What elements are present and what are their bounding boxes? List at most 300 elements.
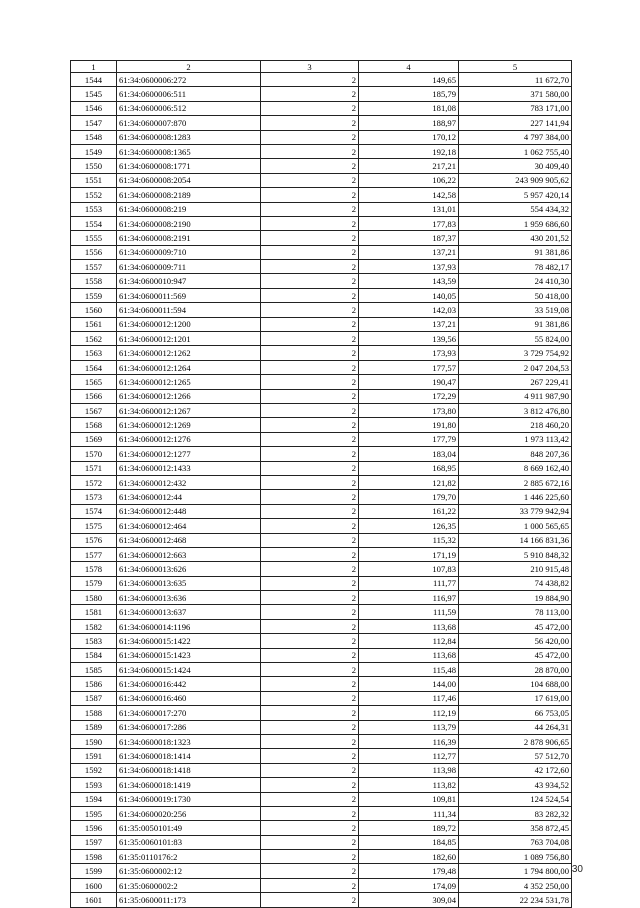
area-cell: 149,65 [359, 73, 459, 87]
table-row [71, 389, 572, 403]
value-cell: 66 753,05 [459, 706, 572, 720]
row-number-cell: 1589 [71, 720, 117, 734]
table-row [71, 547, 572, 561]
table-row [71, 317, 572, 331]
area-cell: 131,01 [359, 202, 459, 216]
row-number-cell: 1551 [71, 173, 117, 187]
table-row [71, 562, 572, 576]
table-row [71, 202, 572, 216]
row-number-cell: 1546 [71, 101, 117, 115]
row-number-cell: 1574 [71, 504, 117, 518]
cadastral-number-cell: 61:34:0600011:594 [117, 303, 261, 317]
value-cell: 17 619,00 [459, 691, 572, 705]
area-cell: 161,22 [359, 504, 459, 518]
area-cell: 182,60 [359, 850, 459, 864]
area-cell: 112,19 [359, 706, 459, 720]
cadastral-number-cell: 61:34:0600018:1418 [117, 763, 261, 777]
area-cell: 113,68 [359, 648, 459, 662]
table-row [71, 144, 572, 158]
row-number-cell: 1547 [71, 116, 117, 130]
row-number-cell: 1599 [71, 864, 117, 878]
area-cell: 137,21 [359, 245, 459, 259]
cadastral-number-cell: 61:34:0600012:1200 [117, 317, 261, 331]
type-cell: 2 [261, 245, 359, 259]
value-cell: 210 915,48 [459, 562, 572, 576]
cadastral-number-cell: 61:34:0600009:710 [117, 245, 261, 259]
table-row [71, 346, 572, 360]
type-cell: 2 [261, 605, 359, 619]
value-cell: 783 171,00 [459, 101, 572, 115]
row-number-cell: 1562 [71, 332, 117, 346]
table-row [71, 116, 572, 130]
table-row [71, 835, 572, 849]
cadastral-number-cell: 61:34:0600012:1276 [117, 432, 261, 446]
value-cell: 227 141,94 [459, 116, 572, 130]
cadastral-number-cell: 61:34:0600013:626 [117, 562, 261, 576]
header-cell: 2 [117, 61, 261, 73]
row-number-cell: 1585 [71, 663, 117, 677]
type-cell: 2 [261, 648, 359, 662]
table-row [71, 634, 572, 648]
table-row [71, 188, 572, 202]
value-cell: 78 113,00 [459, 605, 572, 619]
cadastral-number-cell: 61:34:0600012:1277 [117, 447, 261, 461]
type-cell: 2 [261, 447, 359, 461]
row-number-cell: 1590 [71, 734, 117, 748]
value-cell: 1 089 756,80 [459, 850, 572, 864]
type-cell: 2 [261, 216, 359, 230]
row-number-cell: 1568 [71, 418, 117, 432]
area-cell: 181,08 [359, 101, 459, 115]
table-row [71, 806, 572, 820]
row-number-cell: 1572 [71, 475, 117, 489]
cadastral-number-cell: 61:34:0600011:569 [117, 288, 261, 302]
value-cell: 91 381,86 [459, 245, 572, 259]
value-cell: 19 884,90 [459, 591, 572, 605]
table-row [71, 461, 572, 475]
value-cell: 358 872,45 [459, 821, 572, 835]
type-cell: 2 [261, 806, 359, 820]
type-cell: 2 [261, 432, 359, 446]
cadastral-number-cell: 61:34:0600017:286 [117, 720, 261, 734]
type-cell: 2 [261, 749, 359, 763]
value-cell: 83 282,32 [459, 806, 572, 820]
cadastral-number-cell: 61:34:0600008:219 [117, 202, 261, 216]
value-cell: 1 062 755,40 [459, 144, 572, 158]
area-cell: 168,95 [359, 461, 459, 475]
area-cell: 106,22 [359, 173, 459, 187]
row-number-cell: 1591 [71, 749, 117, 763]
value-cell: 4 911 987,90 [459, 389, 572, 403]
table-row [71, 821, 572, 835]
value-cell: 11 672,70 [459, 73, 572, 87]
area-cell: 113,79 [359, 720, 459, 734]
cadastral-number-cell: 61:34:0600008:1365 [117, 144, 261, 158]
area-cell: 113,82 [359, 778, 459, 792]
table-row [71, 475, 572, 489]
row-number-cell: 1571 [71, 461, 117, 475]
value-cell: 55 824,00 [459, 332, 572, 346]
row-number-cell: 1580 [71, 591, 117, 605]
row-number-cell: 1600 [71, 878, 117, 892]
area-cell: 140,05 [359, 288, 459, 302]
value-cell: 763 704,08 [459, 835, 572, 849]
cadastral-number-cell: 61:34:0600019:1730 [117, 792, 261, 806]
area-cell: 185,79 [359, 87, 459, 101]
cadastral-number-cell: 61:34:0600015:1424 [117, 663, 261, 677]
type-cell: 2 [261, 260, 359, 274]
value-cell: 1 959 686,60 [459, 216, 572, 230]
value-cell: 243 909 905,62 [459, 173, 572, 187]
area-cell: 179,48 [359, 864, 459, 878]
cadastral-number-cell: 61:34:0600016:460 [117, 691, 261, 705]
row-number-cell: 1586 [71, 677, 117, 691]
header-cell: 3 [261, 61, 359, 73]
cadastral-number-cell: 61:34:0600009:711 [117, 260, 261, 274]
table-row [71, 720, 572, 734]
type-cell: 2 [261, 375, 359, 389]
table-row [71, 101, 572, 115]
value-cell: 124 524,54 [459, 792, 572, 806]
value-cell: 4 797 384,00 [459, 130, 572, 144]
cadastral-number-cell: 61:34:0600016:442 [117, 677, 261, 691]
cadastral-number-cell: 61:35:0600011:173 [117, 893, 261, 907]
cadastral-number-cell: 61:34:0600018:1419 [117, 778, 261, 792]
cadastral-number-cell: 61:35:0050101:49 [117, 821, 261, 835]
type-cell: 2 [261, 173, 359, 187]
area-cell: 173,93 [359, 346, 459, 360]
cadastral-number-cell: 61:34:0600008:1283 [117, 130, 261, 144]
table-row [71, 432, 572, 446]
value-cell: 1 446 225,60 [459, 490, 572, 504]
table-row [71, 87, 572, 101]
table-row [71, 216, 572, 230]
table-row [71, 792, 572, 806]
cadastral-number-cell: 61:34:0600007:870 [117, 116, 261, 130]
cadastral-number-cell: 61:34:0600012:1266 [117, 389, 261, 403]
type-cell: 2 [261, 504, 359, 518]
cadastral-number-cell: 61:35:0600002:12 [117, 864, 261, 878]
type-cell: 2 [261, 418, 359, 432]
area-cell: 117,46 [359, 691, 459, 705]
cadastral-number-cell: 61:34:0600013:637 [117, 605, 261, 619]
area-cell: 183,04 [359, 447, 459, 461]
table-row [71, 850, 572, 864]
row-number-cell: 1556 [71, 245, 117, 259]
row-number-cell: 1595 [71, 806, 117, 820]
table-row [71, 576, 572, 590]
row-number-cell: 1567 [71, 403, 117, 417]
type-cell: 2 [261, 116, 359, 130]
area-cell: 113,68 [359, 619, 459, 633]
type-cell: 2 [261, 763, 359, 777]
area-cell: 177,57 [359, 360, 459, 374]
table-row [71, 734, 572, 748]
cadastral-number-cell: 61:34:0600018:1323 [117, 734, 261, 748]
row-number-cell: 1584 [71, 648, 117, 662]
cadastral-number-cell: 61:34:0600008:1771 [117, 159, 261, 173]
table-row [71, 677, 572, 691]
area-cell: 107,83 [359, 562, 459, 576]
type-cell: 2 [261, 288, 359, 302]
value-cell: 56 420,00 [459, 634, 572, 648]
area-cell: 179,70 [359, 490, 459, 504]
value-cell: 42 172,60 [459, 763, 572, 777]
cadastral-number-cell: 61:35:0110176:2 [117, 850, 261, 864]
table-row [71, 533, 572, 547]
area-cell: 191,80 [359, 418, 459, 432]
cadastral-number-cell: 61:34:0600008:2189 [117, 188, 261, 202]
area-cell: 217,21 [359, 159, 459, 173]
cadastral-number-cell: 61:34:0600006:512 [117, 101, 261, 115]
row-number-cell: 1560 [71, 303, 117, 317]
table-row [71, 648, 572, 662]
cadastral-number-cell: 61:34:0600008:2190 [117, 216, 261, 230]
value-cell: 33 779 942,94 [459, 504, 572, 518]
cadastral-number-cell: 61:34:0600012:1201 [117, 332, 261, 346]
value-cell: 30 409,40 [459, 159, 572, 173]
row-number-cell: 1565 [71, 375, 117, 389]
table-row [71, 864, 572, 878]
table-row [71, 73, 572, 87]
table-row [71, 691, 572, 705]
value-cell: 78 482,17 [459, 260, 572, 274]
type-cell: 2 [261, 864, 359, 878]
value-cell: 44 264,31 [459, 720, 572, 734]
row-number-cell: 1554 [71, 216, 117, 230]
table-row [71, 245, 572, 259]
value-cell: 50 418,00 [459, 288, 572, 302]
table-header-row [71, 61, 572, 73]
area-cell: 137,93 [359, 260, 459, 274]
type-cell: 2 [261, 461, 359, 475]
type-cell: 2 [261, 188, 359, 202]
type-cell: 2 [261, 389, 359, 403]
cadastral-number-cell: 61:34:0600012:663 [117, 547, 261, 561]
value-cell: 33 519,08 [459, 303, 572, 317]
table-row [71, 619, 572, 633]
area-cell: 116,39 [359, 734, 459, 748]
table-row [71, 763, 572, 777]
table-row [71, 778, 572, 792]
cadastral-number-cell: 61:34:0600012:44 [117, 490, 261, 504]
value-cell: 1 973 113,42 [459, 432, 572, 446]
data-table [70, 60, 572, 908]
row-number-cell: 1553 [71, 202, 117, 216]
row-number-cell: 1573 [71, 490, 117, 504]
table-body [71, 61, 572, 908]
type-cell: 2 [261, 619, 359, 633]
page-number: 30 [571, 864, 583, 875]
value-cell: 3 812 476,80 [459, 403, 572, 417]
value-cell: 57 512,70 [459, 749, 572, 763]
cadastral-number-cell: 61:34:0600008:2054 [117, 173, 261, 187]
row-number-cell: 1557 [71, 260, 117, 274]
area-cell: 121,82 [359, 475, 459, 489]
value-cell: 1 794 800,00 [459, 864, 572, 878]
row-number-cell: 1552 [71, 188, 117, 202]
cadastral-number-cell: 61:35:0060101:83 [117, 835, 261, 849]
table-row [71, 403, 572, 417]
value-cell: 267 229,41 [459, 375, 572, 389]
type-cell: 2 [261, 303, 359, 317]
cadastral-number-cell: 61:34:0600010:947 [117, 274, 261, 288]
row-number-cell: 1582 [71, 619, 117, 633]
area-cell: 177,83 [359, 216, 459, 230]
row-number-cell: 1548 [71, 130, 117, 144]
type-cell: 2 [261, 835, 359, 849]
area-cell: 184,85 [359, 835, 459, 849]
value-cell: 2 878 906,65 [459, 734, 572, 748]
area-cell: 144,00 [359, 677, 459, 691]
table-row [71, 447, 572, 461]
row-number-cell: 1561 [71, 317, 117, 331]
row-number-cell: 1601 [71, 893, 117, 907]
type-cell: 2 [261, 720, 359, 734]
area-cell: 309,04 [359, 893, 459, 907]
value-cell: 371 580,00 [459, 87, 572, 101]
area-cell: 177,79 [359, 432, 459, 446]
type-cell: 2 [261, 403, 359, 417]
area-cell: 112,77 [359, 749, 459, 763]
table-row [71, 706, 572, 720]
area-cell: 142,03 [359, 303, 459, 317]
cadastral-number-cell: 61:34:0600006:272 [117, 73, 261, 87]
type-cell: 2 [261, 706, 359, 720]
area-cell: 172,29 [359, 389, 459, 403]
row-number-cell: 1563 [71, 346, 117, 360]
type-cell: 2 [261, 821, 359, 835]
type-cell: 2 [261, 691, 359, 705]
row-number-cell: 1545 [71, 87, 117, 101]
area-cell: 187,37 [359, 231, 459, 245]
table-row [71, 663, 572, 677]
type-cell: 2 [261, 547, 359, 561]
row-number-cell: 1575 [71, 519, 117, 533]
row-number-cell: 1558 [71, 274, 117, 288]
type-cell: 2 [261, 562, 359, 576]
area-cell: 115,32 [359, 533, 459, 547]
type-cell: 2 [261, 663, 359, 677]
row-number-cell: 1549 [71, 144, 117, 158]
type-cell: 2 [261, 144, 359, 158]
row-number-cell: 1576 [71, 533, 117, 547]
cadastral-number-cell: 61:34:0600008:2191 [117, 231, 261, 245]
value-cell: 43 934,52 [459, 778, 572, 792]
table-row [71, 490, 572, 504]
row-number-cell: 1550 [71, 159, 117, 173]
table-row [71, 288, 572, 302]
area-cell: 139,56 [359, 332, 459, 346]
type-cell: 2 [261, 101, 359, 115]
area-cell: 170,12 [359, 130, 459, 144]
type-cell: 2 [261, 274, 359, 288]
row-number-cell: 1597 [71, 835, 117, 849]
row-number-cell: 1555 [71, 231, 117, 245]
area-cell: 143,59 [359, 274, 459, 288]
area-cell: 112,84 [359, 634, 459, 648]
area-cell: 116,97 [359, 591, 459, 605]
cadastral-number-cell: 61:34:0600006:511 [117, 87, 261, 101]
cadastral-number-cell: 61:34:0600012:1262 [117, 346, 261, 360]
value-cell: 8 669 162,40 [459, 461, 572, 475]
value-cell: 4 352 250,00 [459, 878, 572, 892]
type-cell: 2 [261, 519, 359, 533]
area-cell: 137,21 [359, 317, 459, 331]
row-number-cell: 1559 [71, 288, 117, 302]
value-cell: 24 410,30 [459, 274, 572, 288]
type-cell: 2 [261, 634, 359, 648]
type-cell: 2 [261, 734, 359, 748]
type-cell: 2 [261, 130, 359, 144]
cadastral-number-cell: 61:34:0600013:636 [117, 591, 261, 605]
type-cell: 2 [261, 317, 359, 331]
area-cell: 190,47 [359, 375, 459, 389]
row-number-cell: 1587 [71, 691, 117, 705]
cadastral-number-cell: 61:34:0600013:635 [117, 576, 261, 590]
cadastral-number-cell: 61:34:0600012:1264 [117, 360, 261, 374]
type-cell: 2 [261, 332, 359, 346]
row-number-cell: 1564 [71, 360, 117, 374]
area-cell: 188,97 [359, 116, 459, 130]
table-row [71, 605, 572, 619]
area-cell: 142,58 [359, 188, 459, 202]
area-cell: 111,59 [359, 605, 459, 619]
table-row [71, 749, 572, 763]
type-cell: 2 [261, 87, 359, 101]
cadastral-number-cell: 61:34:0600012:1269 [117, 418, 261, 432]
header-cell: 1 [71, 61, 117, 73]
area-cell: 173,80 [359, 403, 459, 417]
cadastral-number-cell: 61:34:0600012:1267 [117, 403, 261, 417]
row-number-cell: 1578 [71, 562, 117, 576]
value-cell: 554 434,32 [459, 202, 572, 216]
type-cell: 2 [261, 778, 359, 792]
table-row [71, 375, 572, 389]
value-cell: 848 207,36 [459, 447, 572, 461]
area-cell: 111,77 [359, 576, 459, 590]
type-cell: 2 [261, 677, 359, 691]
row-number-cell: 1569 [71, 432, 117, 446]
value-cell: 91 381,86 [459, 317, 572, 331]
area-cell: 126,35 [359, 519, 459, 533]
cadastral-number-cell: 61:34:0600020:256 [117, 806, 261, 820]
value-cell: 2 885 672,16 [459, 475, 572, 489]
area-cell: 174,09 [359, 878, 459, 892]
type-cell: 2 [261, 576, 359, 590]
value-cell: 104 688,00 [459, 677, 572, 691]
table-row [71, 504, 572, 518]
type-cell: 2 [261, 792, 359, 806]
row-number-cell: 1588 [71, 706, 117, 720]
value-cell: 430 201,52 [459, 231, 572, 245]
area-cell: 115,48 [359, 663, 459, 677]
table-row [71, 418, 572, 432]
row-number-cell: 1598 [71, 850, 117, 864]
area-cell: 113,98 [359, 763, 459, 777]
table-row [71, 130, 572, 144]
area-cell: 109,81 [359, 792, 459, 806]
type-cell: 2 [261, 231, 359, 245]
value-cell: 14 166 831,36 [459, 533, 572, 547]
table-row [71, 159, 572, 173]
type-cell: 2 [261, 346, 359, 360]
value-cell: 45 472,00 [459, 648, 572, 662]
value-cell: 5 910 848,32 [459, 547, 572, 561]
area-cell: 192,18 [359, 144, 459, 158]
table-row [71, 274, 572, 288]
row-number-cell: 1594 [71, 792, 117, 806]
